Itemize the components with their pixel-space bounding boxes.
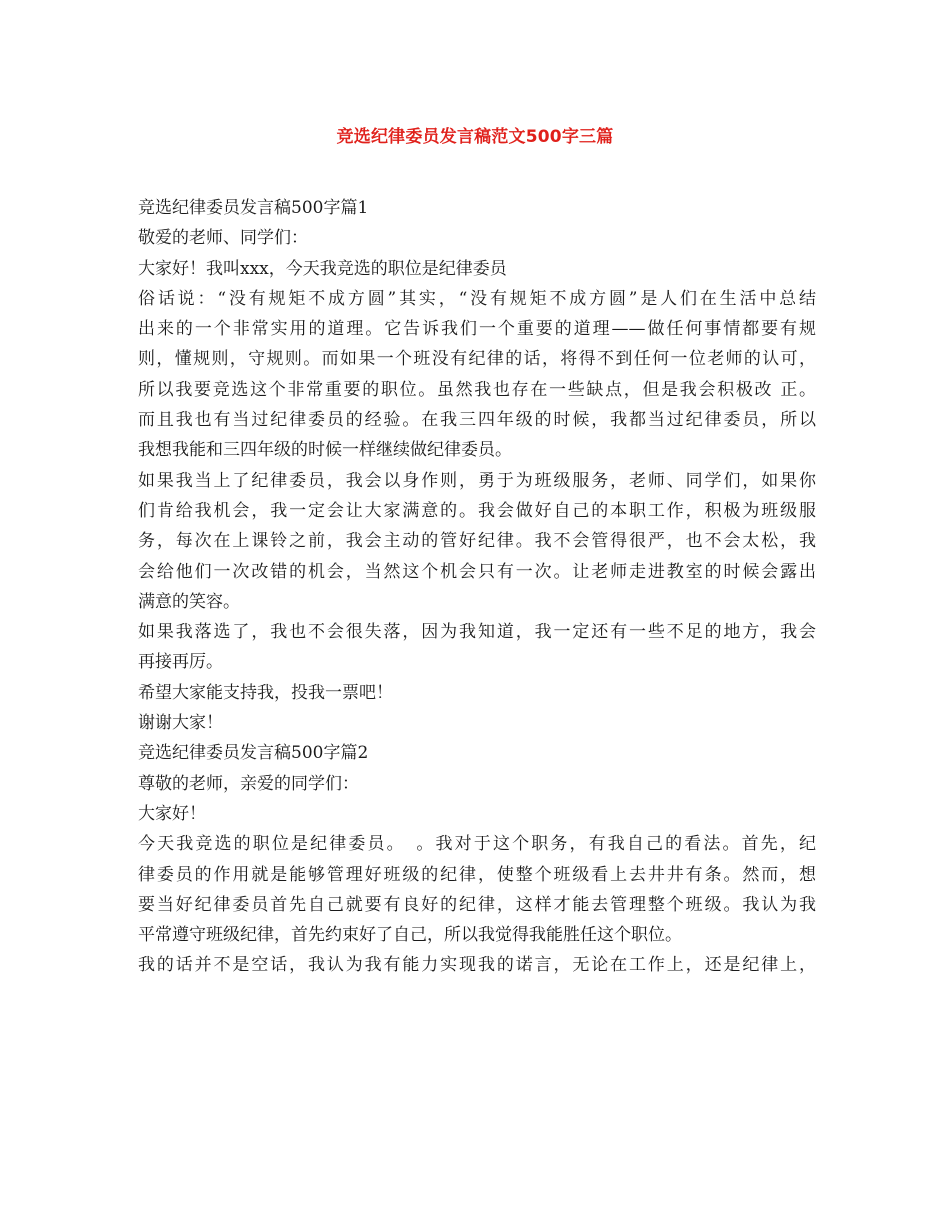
paragraph-line: 出来的一个非常实用的道理。它告诉我们一个重要的道理——做任何事情都要有规: [138, 319, 816, 340]
paragraph-line: 律委员的作用就是能够管理好班级的纪律，使整个班级看上去井井有条。然而，想: [138, 864, 816, 885]
paragraph-line: 我的话并不是空话，我认为我有能力实现我的诺言，无论在工作上，还是纪律上，: [138, 955, 816, 976]
document-title: 竞选纪律委员发言稿范文500字三篇: [336, 127, 614, 147]
paragraph-line: 平常遵守班级纪律，首先约束好了自己，所以我觉得我能胜任这个职位。: [138, 925, 682, 946]
paragraph-line: 谢谢大家！: [138, 713, 223, 734]
section-heading: 竞选纪律委员发言稿500字篇2: [138, 743, 369, 764]
section-heading: 竞选纪律委员发言稿500字篇1: [138, 198, 369, 218]
paragraph-line: 会给他们一次改错的机会，当然这个机会只有一次。让老师走进教室的时候会露出: [138, 561, 816, 582]
paragraph-line: 大家好！我叫xxx，今天我竞选的职位是纪律委员: [138, 258, 507, 279]
paragraph-line: 则，懂规则，守规则。而如果一个班没有纪律的话，将得不到任何一位老师的认可，: [138, 349, 816, 370]
paragraph-line: 务，每次在上课铃之前，我会主动的管好纪律。我不会管得很严，也不会太松，我: [138, 531, 816, 552]
paragraph-line: 大家好！: [138, 803, 206, 824]
paragraph-line: 希望大家能支持我，投我一票吧！: [138, 682, 393, 703]
paragraph-line: 俗话说：“没有规矩不成方圆”其实，“没有规矩不成方圆”是人们在生活中总结: [138, 288, 816, 309]
salutation: 尊敬的老师，亲爱的同学们：: [138, 773, 359, 794]
paragraph-line: 今天我竞选的职位是纪律委员。 。我对于这个职务，有我自己的看法。首先，纪: [138, 834, 816, 855]
paragraph-line: 而且我也有当过纪律委员的经验。在我三四年级的时候，我都当过纪律委员，所以: [138, 410, 816, 431]
paragraph-line: 们肯给我机会，我一定会让大家满意的。我会做好自己的本职工作，积极为班级服: [138, 500, 816, 521]
salutation: 敬爱的老师、同学们：: [138, 228, 308, 249]
document-body: [138, 193, 816, 981]
paragraph-line: 如果我当上了纪律委员，我会以身作则，勇于为班级服务，老师、同学们，如果你: [138, 470, 816, 491]
paragraph-line: 如果我落选了，我也不会很失落，因为我知道，我一定还有一些不足的地方，我会: [138, 622, 816, 643]
paragraph-line: 要当好纪律委员首先自己就要有良好的纪律，这样才能去管理整个班级。我认为我: [138, 894, 816, 915]
paragraph-line: 再接再厉。: [138, 652, 223, 673]
paragraph-line: 满意的笑容。: [138, 591, 240, 612]
paragraph-line: 所以我要竞选这个非常重要的职位。虽然我也存在一些缺点，但是我会积极改 正。: [138, 379, 816, 400]
paragraph-line: 我想我能和三四年级的时候一样继续做纪律委员。: [138, 440, 512, 461]
